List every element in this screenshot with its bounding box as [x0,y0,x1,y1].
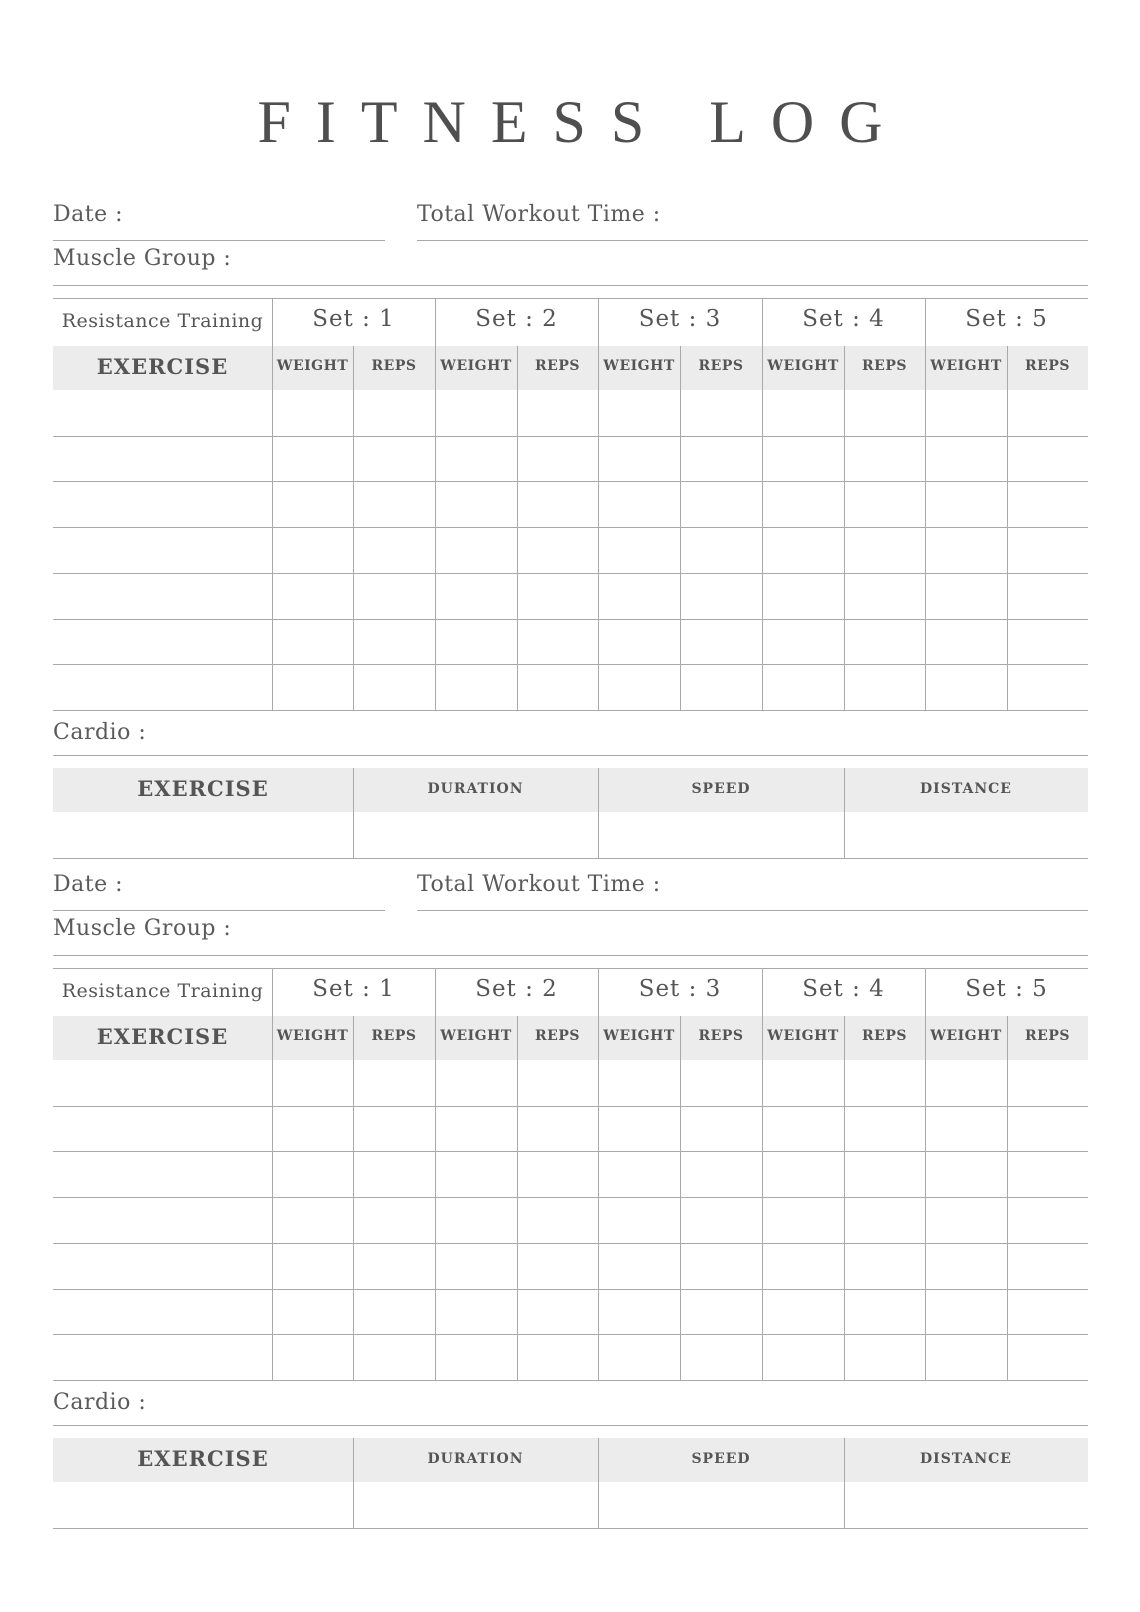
weight-column-header: WEIGHT [603,1028,675,1044]
reps-column-header: REPS [535,358,580,374]
set-label-4: Set : 4 [802,976,885,1002]
table-row[interactable] [53,664,1088,665]
table-row[interactable] [53,619,1088,620]
set-label-4: Set : 4 [802,306,885,332]
date-input-line[interactable] [53,910,385,911]
table-row[interactable] [53,1380,1088,1381]
reps-column-header: REPS [1025,1028,1070,1044]
cardio-speed-header: SPEED [691,780,751,797]
reps-column-header: REPS [862,358,907,374]
cardio-label: Cardio : [53,719,147,745]
table-top-rule [53,968,1088,969]
muscle-group-label: Muscle Group : [53,916,232,941]
table-row[interactable] [53,1197,1088,1198]
cardio-label: Cardio : [53,1389,147,1415]
reps-column-header: REPS [535,1028,580,1044]
resistance-training-label: Resistance Training [61,980,264,1002]
weight-column-header: WEIGHT [767,1028,839,1044]
weight-column-header: WEIGHT [930,1028,1002,1044]
set-label-2: Set : 2 [475,976,558,1002]
cardio-duration-header: DURATION [427,1450,524,1467]
table-row[interactable] [53,481,1088,482]
resistance-training-label: Resistance Training [61,310,264,332]
set-label-3: Set : 3 [638,976,722,1002]
weight-column-header: WEIGHT [440,358,512,374]
weight-column-header: WEIGHT [603,358,675,374]
reps-column-header: REPS [698,358,744,374]
exercise-column-header: EXERCISE [96,354,229,379]
cardio-exercise-header: EXERCISE [137,1445,269,1471]
exercise-column-header: EXERCISE [96,1024,229,1049]
reps-column-header: REPS [1025,358,1070,374]
cardio-input-line[interactable] [53,755,1088,756]
cardio-row[interactable] [53,1528,1088,1529]
page-title: FITNESS LOG [257,89,908,155]
log-section-1 [53,196,1088,880]
table-row[interactable] [53,436,1088,437]
table-top-rule [53,298,1088,299]
total-workout-time-label: Total Workout Time : [417,872,661,897]
table-row[interactable] [53,710,1088,711]
date-label: Date : [53,202,124,227]
reps-column-header: REPS [862,1028,907,1044]
table-row[interactable] [53,1289,1088,1290]
cardio-distance-header: DISTANCE [920,1450,1012,1467]
set-label-1: Set : 1 [312,976,395,1002]
cardio-distance-header: DISTANCE [920,780,1012,797]
set-label-2: Set : 2 [475,306,558,332]
set-label-5: Set : 5 [965,976,1048,1002]
date-input-line[interactable] [53,240,385,241]
weight-column-header: WEIGHT [276,1028,349,1044]
table-row[interactable] [53,527,1088,528]
table-row[interactable] [53,1106,1088,1107]
muscle-group-input-line[interactable] [53,285,1088,286]
set-label-3: Set : 3 [638,306,722,332]
reps-column-header: REPS [698,1028,744,1044]
total-workout-time-input-line[interactable] [417,240,1088,241]
set-label-5: Set : 5 [965,306,1048,332]
cardio-speed-header: SPEED [691,1450,751,1467]
log-section-2 [53,866,1088,1550]
weight-column-header: WEIGHT [440,1028,512,1044]
cardio-duration-header: DURATION [427,780,524,797]
reps-column-header: REPS [371,1028,417,1044]
weight-column-header: WEIGHT [276,358,349,374]
table-row[interactable] [53,1243,1088,1244]
reps-column-header: REPS [371,358,417,374]
cardio-exercise-header: EXERCISE [137,775,269,801]
muscle-group-label: Muscle Group : [53,246,232,271]
cardio-input-line[interactable] [53,1425,1088,1426]
muscle-group-input-line[interactable] [53,955,1088,956]
cardio-row[interactable] [53,858,1088,859]
total-workout-time-label: Total Workout Time : [417,202,661,227]
set-label-1: Set : 1 [312,306,395,332]
date-label: Date : [53,872,124,897]
table-row[interactable] [53,1334,1088,1335]
total-workout-time-input-line[interactable] [417,910,1088,911]
weight-column-header: WEIGHT [767,358,839,374]
table-row[interactable] [53,573,1088,574]
weight-column-header: WEIGHT [930,358,1002,374]
table-row[interactable] [53,1151,1088,1152]
